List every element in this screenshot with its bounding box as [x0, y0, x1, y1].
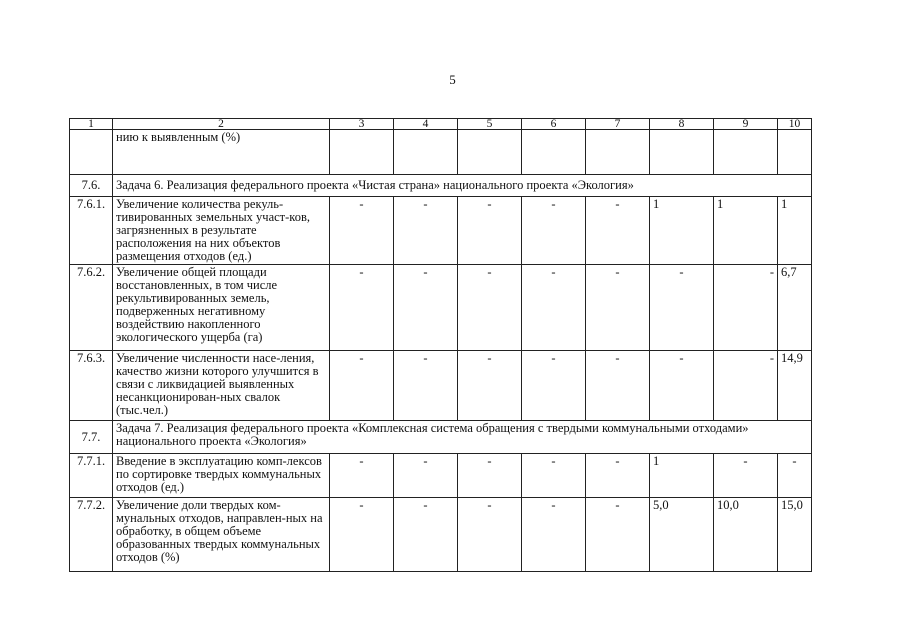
value-cell: - [394, 265, 458, 351]
task-title: Задача 7. Реализация федерального проекта «Комплексная система обращения с твердыми коммунальными отходами» национального проекта «Экология» [113, 421, 812, 454]
table-row [70, 351, 812, 421]
value-cell [586, 130, 650, 175]
value-cell: - [586, 351, 650, 421]
value-cell: - [394, 454, 458, 498]
value-cell: - [714, 454, 778, 498]
column-header: 7 [586, 119, 650, 130]
value-cell: - [330, 454, 394, 498]
indicators-table [69, 118, 812, 572]
row-number: 7.7.1. [70, 454, 113, 498]
value-cell: - [586, 498, 650, 572]
column-numbers-row [70, 119, 812, 130]
value-cell: - [522, 197, 586, 265]
value-cell: - [522, 265, 586, 351]
task-title: Задача 6. Реализация федерального проекта «Чистая страна» национального проекта «Экология» [113, 175, 812, 197]
page-number: 5 [449, 72, 456, 87]
column-header: 5 [458, 119, 522, 130]
task-row [70, 421, 812, 454]
row-number: 7.6.1. [70, 197, 113, 265]
task-row [70, 175, 812, 197]
value-cell: - [330, 265, 394, 351]
value-cell: - [458, 197, 522, 265]
column-header: 6 [522, 119, 586, 130]
table-row-continuation [70, 130, 812, 175]
value-cell: 6,7 [778, 265, 812, 351]
value-cell [778, 130, 812, 175]
row-number: 7.7.2. [70, 498, 113, 572]
value-cell: 1 [714, 197, 778, 265]
column-header: 3 [330, 119, 394, 130]
table-row [70, 197, 812, 265]
indicator-name: Увеличение количества рекуль-тивированных земельных участ-ков, загрязненных в результате расположения на них объектов размещения отходов (ед.) [113, 197, 330, 265]
indicator-name: нию к выявленным (%) [113, 130, 330, 175]
column-header: 2 [113, 119, 330, 130]
value-cell: - [458, 351, 522, 421]
value-cell: 10,0 [714, 498, 778, 572]
indicator-name: Увеличение численности насе-ления, качество жизни которого улучшится в связи с ликвидацией выявленных несанкционирован-ных свалок (тыс.чел.) [113, 351, 330, 421]
row-number: 7.6.3. [70, 351, 113, 421]
value-cell: - [330, 351, 394, 421]
value-cell: - [778, 454, 812, 498]
value-cell: - [330, 197, 394, 265]
indicator-name: Увеличение общей площади восстановленных, в том числе рекультивированных земель, подверженных негативному воздействию накопленного экологического ущерба (га) [113, 265, 330, 351]
value-cell: - [522, 454, 586, 498]
value-cell: 1 [778, 197, 812, 265]
value-cell: - [714, 351, 778, 421]
value-cell: - [714, 265, 778, 351]
value-cell [458, 130, 522, 175]
value-cell: - [394, 498, 458, 572]
indicator-name: Введение в эксплуатацию комп-лексов по сортировке твердых коммунальных отходов (ед.) [113, 454, 330, 498]
row-number: 7.7. [70, 421, 113, 454]
value-cell [330, 130, 394, 175]
column-header: 9 [714, 119, 778, 130]
row-number-cell [70, 130, 113, 175]
value-cell: - [458, 498, 522, 572]
column-header: 1 [70, 119, 113, 130]
value-cell: - [394, 197, 458, 265]
value-cell: - [650, 351, 714, 421]
value-cell [522, 130, 586, 175]
value-cell: - [586, 454, 650, 498]
value-cell: - [330, 498, 394, 572]
indicator-name: Увеличение доли твердых ком-мунальных отходов, направлен-ных на обработку, в общем объеме образованных твердых коммунальных отходов (%) [113, 498, 330, 572]
row-number: 7.6. [70, 175, 113, 197]
value-cell: - [586, 265, 650, 351]
column-header: 4 [394, 119, 458, 130]
value-cell: - [650, 265, 714, 351]
value-cell [394, 130, 458, 175]
value-cell: 15,0 [778, 498, 812, 572]
column-header: 8 [650, 119, 714, 130]
value-cell: 1 [650, 454, 714, 498]
value-cell: 5,0 [650, 498, 714, 572]
value-cell: 1 [650, 197, 714, 265]
value-cell [714, 130, 778, 175]
row-number: 7.6.2. [70, 265, 113, 351]
value-cell: - [458, 265, 522, 351]
value-cell: - [586, 197, 650, 265]
table-row [70, 265, 812, 351]
column-header: 10 [778, 119, 812, 130]
value-cell [650, 130, 714, 175]
value-cell: - [522, 498, 586, 572]
value-cell: - [522, 351, 586, 421]
value-cell: 14,9 [778, 351, 812, 421]
table-row [70, 454, 812, 498]
value-cell: - [458, 454, 522, 498]
table-row [70, 498, 812, 572]
value-cell: - [394, 351, 458, 421]
